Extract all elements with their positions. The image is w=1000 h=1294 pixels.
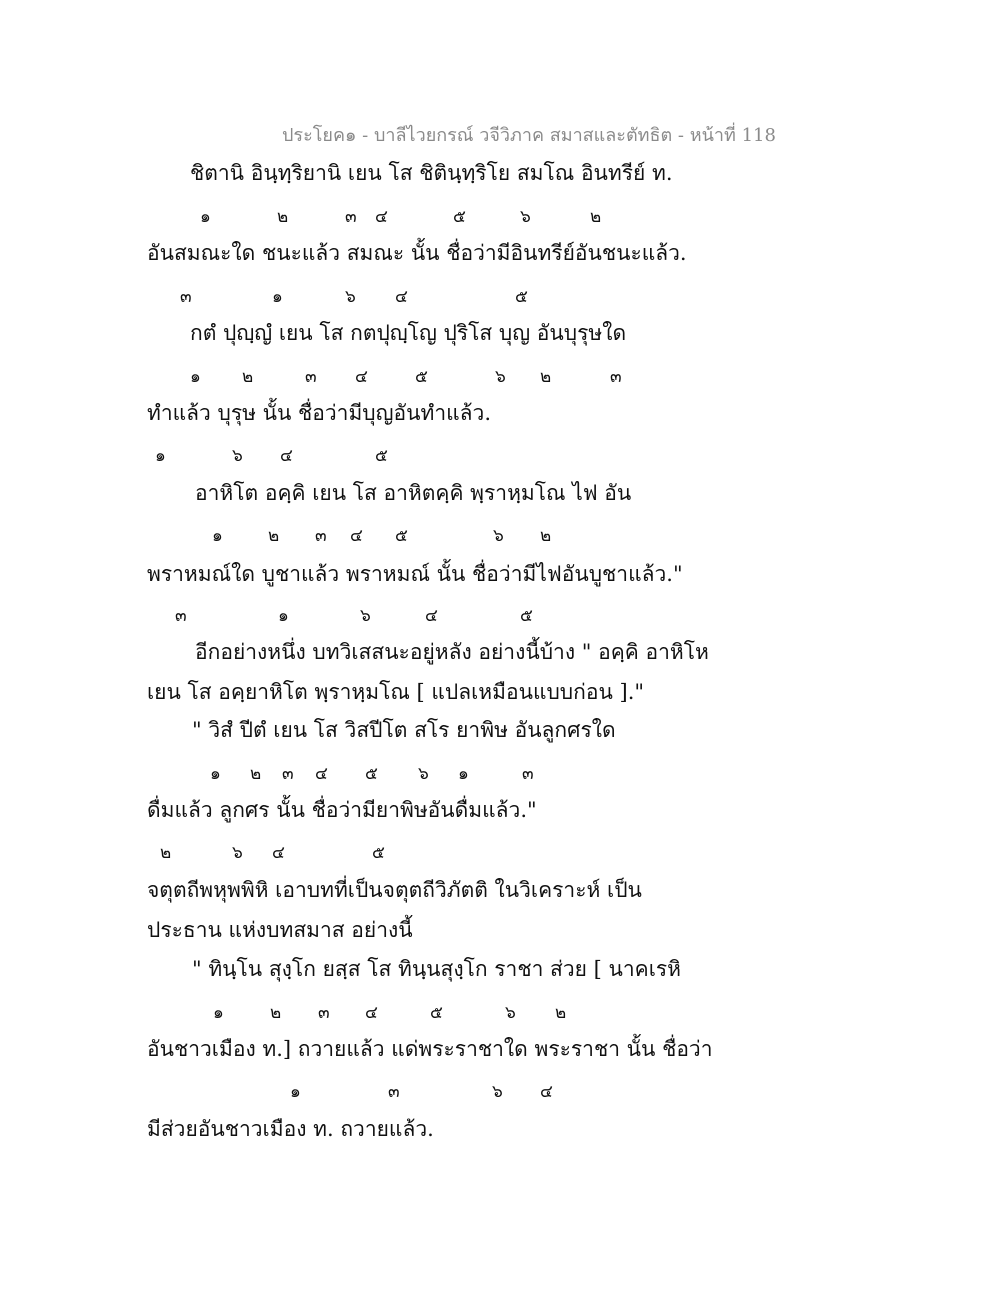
- word-order-numeral: ๖: [495, 367, 506, 387]
- word-order-numeral: ๔: [315, 764, 328, 784]
- word-order-numeral: ๕: [395, 526, 408, 546]
- word-order-numeral: ๕: [520, 606, 533, 626]
- word-order-numeral: ๓: [305, 367, 317, 387]
- word-order-numeral: ๓: [180, 287, 192, 307]
- word-order-numeral: ๑: [212, 526, 223, 546]
- word-order-numeral: ๑: [213, 1003, 224, 1023]
- word-order-numeral: ๓: [315, 526, 327, 546]
- word-order-numeral: ๖: [505, 1003, 516, 1023]
- word-order-numeral: ๒: [270, 1003, 282, 1023]
- word-order-numeral: ๔: [272, 843, 285, 863]
- word-order-numeral: ๒: [540, 526, 552, 546]
- word-order-numeral: ๔: [280, 446, 293, 466]
- word-order-numeral: ๕: [415, 367, 428, 387]
- word-order-numeral: ๕: [372, 843, 385, 863]
- text-line: พราหมณ์ใด บูชาแล้ว พราหมณ์ นั้น ชื่อว่ามีไฟอันบูชาแล้ว.": [147, 562, 683, 586]
- text-line: อีกอย่างหนึ่ง บทวิเสสนะอยู่หลัง อย่างนี้บ้าง " อคฺคิ อาหิโห: [195, 640, 709, 664]
- word-order-numeral: ๒: [250, 764, 262, 784]
- word-order-numeral: ๕: [375, 446, 388, 466]
- word-order-numeral: ๑: [278, 606, 289, 626]
- word-order-numeral: ๑: [458, 764, 469, 784]
- word-order-numeral: ๔: [540, 1082, 553, 1102]
- word-order-numeral: ๓: [175, 606, 187, 626]
- word-order-numeral: ๒: [160, 843, 172, 863]
- word-order-numeral: ๕: [430, 1003, 443, 1023]
- text-line: ชิตานิ อินฺทฺริยานิ เยน โส ชิตินฺทฺริโย สมโณ อินทรีย์ ท.: [190, 161, 673, 185]
- word-order-numeral: ๒: [590, 207, 602, 227]
- word-order-numeral: ๓: [610, 367, 622, 387]
- text-line: ประธาน แห่งบทสมาส อย่างนี้: [147, 918, 413, 942]
- word-order-numeral: ๔: [365, 1003, 378, 1023]
- word-order-numeral: ๖: [232, 446, 243, 466]
- text-line: " วิสํ ปีตํ เยน โส วิสปีโต สโร ยาพิษ อันลูกศรใด: [192, 718, 616, 742]
- word-order-numeral: ๖: [492, 1082, 503, 1102]
- text-line: ดื่มแล้ว ลูกศร นั้น ชื่อว่ามียาพิษอันดื่มแล้ว.": [147, 798, 537, 822]
- word-order-numeral: ๑: [210, 764, 221, 784]
- word-order-numeral: ๖: [360, 606, 371, 626]
- word-order-numeral: ๔: [395, 287, 408, 307]
- text-line: กตํ ปุญฺญํ เยน โส กตปุญฺโญ ปุริโส บุญ อันบุรุษใด: [190, 321, 627, 345]
- word-order-numeral: ๕: [453, 207, 466, 227]
- word-order-numeral: ๓: [388, 1082, 400, 1102]
- word-order-numeral: ๔: [350, 526, 363, 546]
- word-order-numeral: ๑: [190, 367, 201, 387]
- word-order-numeral: ๑: [200, 207, 211, 227]
- word-order-numeral: ๒: [555, 1003, 567, 1023]
- word-order-numeral: ๕: [515, 287, 528, 307]
- word-order-numeral: ๒: [268, 526, 280, 546]
- text-line: อันชาวเมือง ท.] ถวายแล้ว แด่พระราชาใด พระราชา นั้น ชื่อว่า: [147, 1037, 713, 1061]
- word-order-numeral: ๖: [345, 287, 356, 307]
- text-line: มีส่วยอันชาวเมือง ท. ถวายแล้ว.: [147, 1117, 434, 1141]
- word-order-numeral: ๓: [345, 207, 357, 227]
- word-order-numeral: ๒: [277, 207, 289, 227]
- word-order-numeral: ๔: [355, 367, 368, 387]
- word-order-numeral: ๕: [365, 764, 378, 784]
- word-order-numeral: ๓: [282, 764, 294, 784]
- page-header: ประโยค๑ - บาลีไวยกรณ์ วจีวิภาค สมาสและตัทธิต - หน้าที่ 118: [282, 125, 776, 146]
- text-line: ทำแล้ว บุรุษ นั้น ชื่อว่ามีบุญอันทำแล้ว.: [147, 401, 492, 425]
- word-order-numeral: ๑: [155, 446, 166, 466]
- word-order-numeral: ๖: [232, 843, 243, 863]
- word-order-numeral: ๓: [318, 1003, 330, 1023]
- text-line: จตุตถีพหุพพิหิ เอาบทที่เป็นจตุตถีวิภัตติ ในวิเคราะห์ เป็น: [147, 878, 642, 902]
- text-line: เยน โส อคฺยาหิโต พฺราหฺมโณ [ แปลเหมือนแบบก่อน ].": [147, 680, 645, 704]
- word-order-numeral: ๔: [425, 606, 438, 626]
- text-line: อาหิโต อคฺคิ เยน โส อาหิตคฺคิ พฺราหฺมโณ ไฟ อัน: [195, 481, 632, 505]
- word-order-numeral: ๖: [520, 207, 531, 227]
- word-order-numeral: ๑: [272, 287, 283, 307]
- text-line: อันสมณะใด ชนะแล้ว สมณะ นั้น ชื่อว่ามีอินทรีย์อันชนะแล้ว.: [147, 241, 687, 265]
- word-order-numeral: ๔: [375, 207, 388, 227]
- word-order-numeral: ๒: [242, 367, 254, 387]
- text-line: " ทินฺโน สุงฺโก ยสฺส โส ทินฺนสุงฺโก ราชา ส่วย [ นาคเรหิ: [192, 957, 682, 981]
- word-order-numeral: ๓: [522, 764, 534, 784]
- word-order-numeral: ๒: [540, 367, 552, 387]
- word-order-numeral: ๑: [290, 1082, 301, 1102]
- word-order-numeral: ๖: [493, 526, 504, 546]
- word-order-numeral: ๖: [418, 764, 429, 784]
